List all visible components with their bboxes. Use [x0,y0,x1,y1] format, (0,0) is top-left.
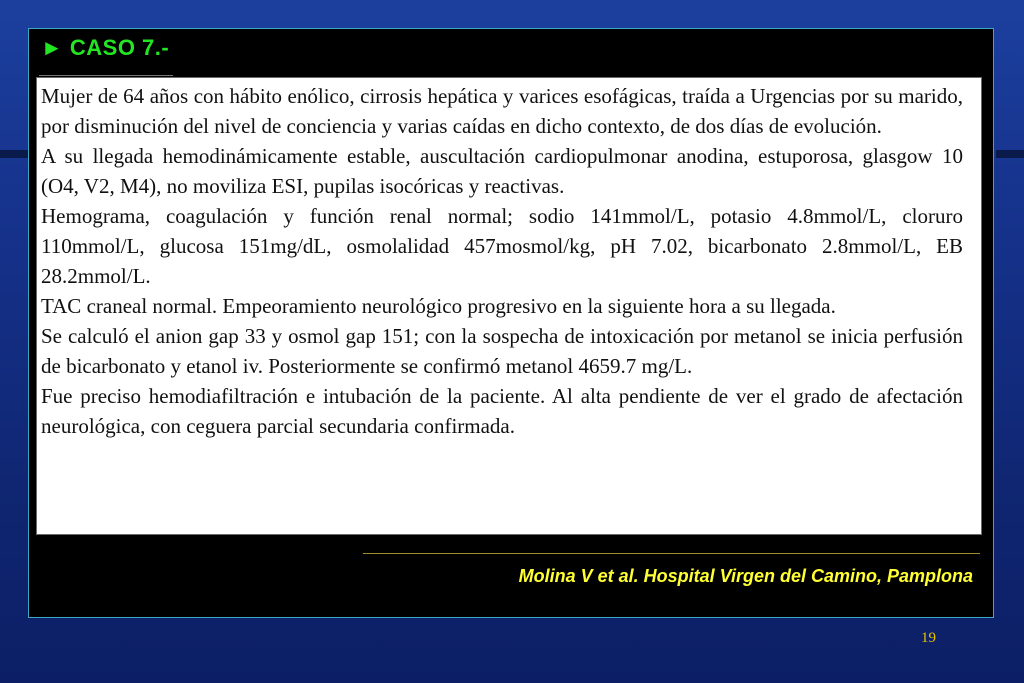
slide-content-panel [28,28,994,618]
page-number: 19 [921,630,936,646]
case-paragraph-exam: A su llegada hemodinámicamente estable, auscultación cardiopulmonar anodina, estuporosa, glasgow 10 (O4, V2, M4), no moviliza ESI, pupilas isocóricas y reactivas. [41,144,963,198]
reference-divider [363,553,980,554]
title-underline [39,75,173,76]
case-paragraph-diagnosis: Se calculó el anion gap 33 y osmol gap 151; con la sospecha de intoxicación por metanol se inicia perfusión de bicarbonato y etanol iv. Posteriormente se confirmó metanol 4659.7 mg/L. [41,324,963,378]
case-description-box [36,77,982,535]
left-decorative-stripe [0,150,28,158]
case-paragraph-imaging: TAC craneal normal. Empeoramiento neurológico progresivo en la siguiente hora a su llegada. [41,294,836,318]
case-title: ► CASO 7.- [41,35,170,60]
case-paragraph-labs: Hemograma, coagulación y función renal normal; sodio 141mmol/L, potasio 4.8mmol/L, cloruro 110mmol/L, glucosa 151mg/dL, osmolalidad 457mosmol/kg, pH 7.02, bicarbonato 2.8mmol/L, EB 28.2mmol/L. [41,204,963,288]
reference-citation: Molina V et al. Hospital Virgen del Camino, Pamplona [518,566,973,586]
right-decorative-stripe [996,150,1024,158]
case-paragraph-outcome: Fue preciso hemodiafiltración e intubación de la paciente. Al alta pendiente de ver el grado de afectación neurológica, con ceguera parcial secundaria confirmada. [41,384,963,438]
case-paragraph-presentation: Mujer de 64 años con hábito enólico, cirrosis hepática y varices esofágicas, traída a Urgencias por su marido, por disminución del nivel de conciencia y varias caídas en dicho contexto, de dos días de evolución. [41,84,963,138]
